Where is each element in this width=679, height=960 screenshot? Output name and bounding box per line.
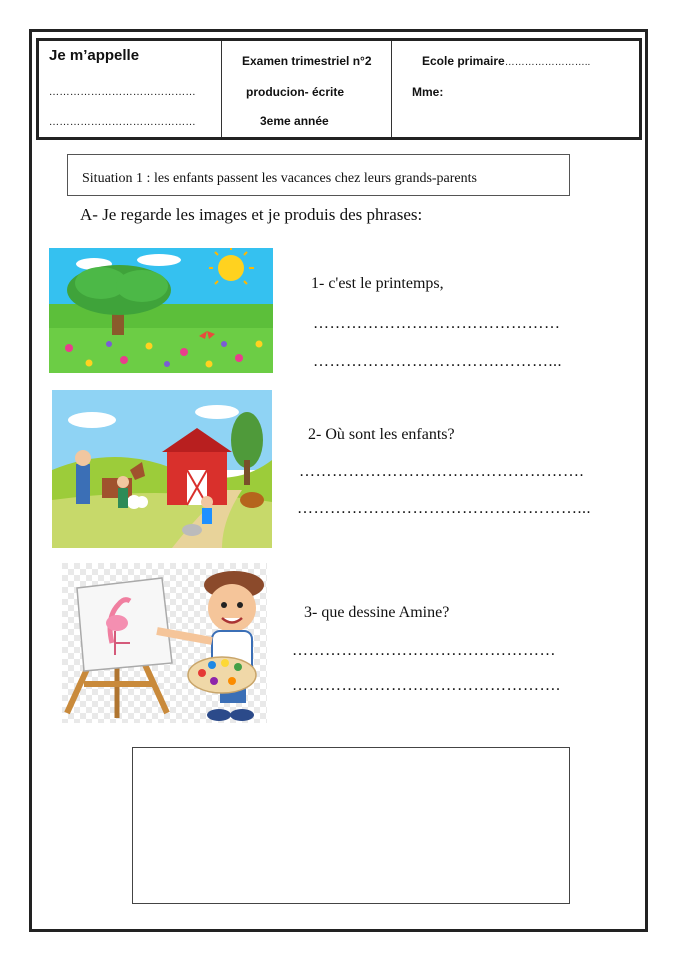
school-line[interactable]: …………………….. bbox=[504, 57, 591, 68]
instruction-text: A- Je regarde les images et je produis des phrases: bbox=[80, 205, 423, 224]
question-3: 3- que dessine Amine? bbox=[304, 604, 450, 621]
name-line-2[interactable]: …………………………………… bbox=[49, 117, 196, 128]
situation-text: Situation 1 : les enfants passent les vacances chez leurs grands-parents bbox=[82, 171, 477, 186]
subject-label: producion- écrite bbox=[246, 85, 345, 99]
exam-info-cell bbox=[222, 41, 392, 137]
answer-line-1a[interactable]: ……………………………………… bbox=[313, 315, 561, 332]
farm-picture bbox=[52, 390, 272, 548]
name-label: Je m’appelle bbox=[49, 47, 140, 64]
header-table bbox=[36, 38, 642, 140]
answer-line-1b[interactable]: …………………………….………... bbox=[313, 353, 562, 370]
exam-title: Examen trimestriel n°2 bbox=[242, 54, 372, 68]
boy-painting-picture bbox=[62, 563, 267, 723]
situation-box bbox=[67, 154, 570, 196]
writing-box[interactable] bbox=[132, 747, 570, 904]
answer-line-3a[interactable]: ………………………………………… bbox=[292, 642, 556, 659]
question-2: 2- Où sont les enfants? bbox=[308, 426, 455, 443]
teacher-label: Mme: bbox=[412, 85, 444, 99]
school-info-cell bbox=[392, 41, 639, 137]
answer-line-3b[interactable]: …………………………………………. bbox=[292, 677, 561, 694]
student-name-cell bbox=[39, 41, 222, 137]
school-label: Ecole primaire…………………….. bbox=[422, 54, 591, 68]
answer-line-2b[interactable]: ……………………………………………... bbox=[297, 500, 591, 517]
spring-tree-picture bbox=[49, 248, 273, 373]
name-line-1[interactable]: …………………………………… bbox=[49, 87, 196, 98]
grade-label: 3eme année bbox=[260, 114, 329, 128]
question-1: 1- c'est le printemps, bbox=[311, 275, 444, 292]
answer-line-2a[interactable]: ……………………………………………. bbox=[299, 463, 584, 480]
